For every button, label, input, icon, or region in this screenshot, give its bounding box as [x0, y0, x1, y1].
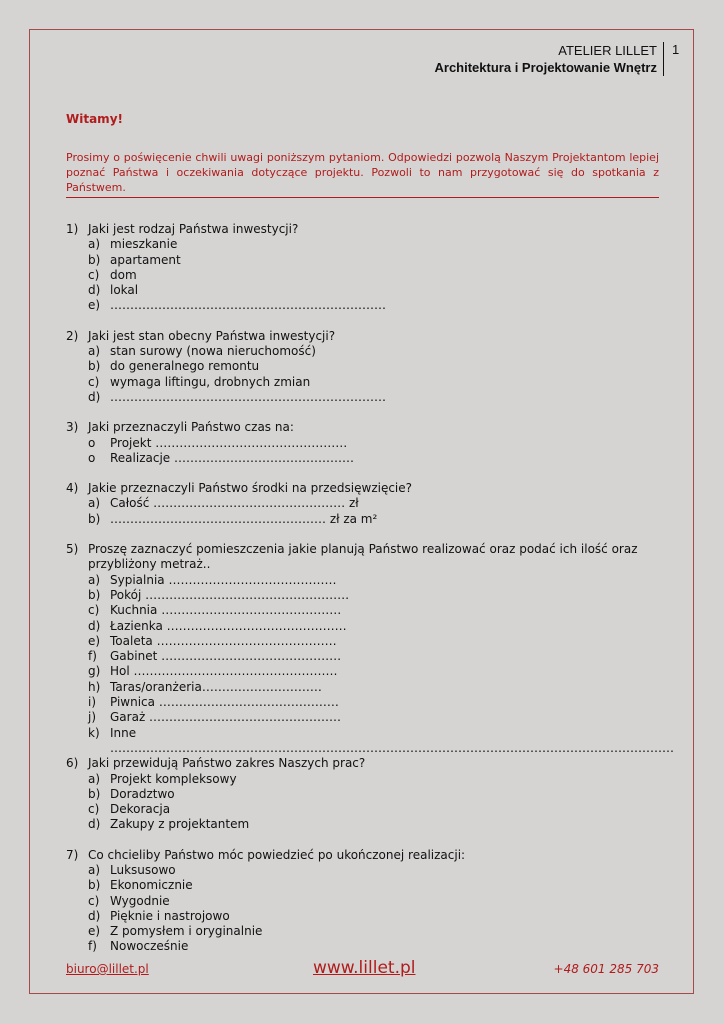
option-marker: d) — [88, 283, 101, 298]
option-marker: d) — [88, 908, 101, 923]
option-text: Zakupy z projektantem — [110, 817, 250, 832]
question-title — [66, 542, 659, 573]
option-marker: b) — [88, 511, 101, 526]
answer-option[interactable] — [66, 237, 659, 252]
question-title — [66, 222, 659, 237]
answer-option[interactable] — [66, 649, 659, 664]
question-5 — [66, 542, 674, 756]
answer-option[interactable] — [66, 878, 659, 893]
option-marker: a) — [88, 572, 101, 587]
answer-option[interactable] — [66, 283, 659, 298]
option-marker: f) — [88, 649, 97, 664]
option-text: Pięknie i nastrojowo — [110, 908, 230, 923]
option-marker: a) — [88, 496, 101, 511]
option-text: Nowocześnie — [110, 939, 189, 954]
answer-option[interactable] — [66, 894, 659, 909]
website-link[interactable]: www.lillet.pl — [313, 958, 416, 978]
option-marker: e) — [88, 924, 101, 939]
question-text: Jakie przeznaczyli Państwo środki na przedsięwzięcie? — [88, 481, 413, 496]
option-marker: h) — [88, 679, 101, 694]
answer-option[interactable] — [66, 924, 659, 939]
option-text: Całość ………………………………………… zł — [110, 496, 359, 511]
question-text: Jaki przeznaczyli Państwo czas na: — [88, 420, 294, 435]
option-marker: e) — [88, 633, 101, 648]
answer-option[interactable] — [66, 375, 659, 390]
intro-paragraph: Prosimy o poświęcenie chwili uwagi poniższym pytaniom. Odpowiedzi pozwolą Naszym Projektantom lepiej poznać Państwa i oczekiwania dotyczące projektu. Pozwoli to nam przygotować się do spotkania z Państwem. — [66, 150, 659, 198]
question-3 — [66, 420, 659, 466]
option-text: mieszkanie — [110, 237, 178, 252]
answer-option[interactable] — [66, 802, 659, 817]
answer-option[interactable] — [66, 817, 659, 832]
option-text: Dekoracja — [110, 802, 171, 817]
option-marker: c) — [88, 374, 100, 389]
question-7 — [66, 848, 659, 955]
option-marker: c) — [88, 603, 100, 618]
option-marker: o — [88, 450, 96, 465]
answer-option[interactable] — [66, 344, 659, 359]
email-link[interactable]: biuro@lillet.pl — [66, 962, 149, 976]
answer-option[interactable] — [66, 695, 659, 710]
question-text: Jaki jest stan obecny Państwa inwestycji? — [88, 328, 336, 343]
answer-option[interactable] — [66, 253, 659, 268]
option-marker: b) — [88, 359, 101, 374]
option-marker: k) — [88, 725, 100, 740]
answer-option[interactable] — [66, 451, 659, 466]
answer-option[interactable] — [66, 603, 659, 618]
option-text: Garaż ………………………………………… — [110, 710, 342, 725]
answer-option[interactable] — [66, 725, 674, 757]
answer-option[interactable] — [66, 710, 659, 725]
question-number: 7) — [66, 847, 79, 862]
question-1 — [66, 222, 659, 314]
option-text: ……………………………………………… zł za m² — [110, 511, 378, 526]
option-text: stan surowy (nowa nieruchomość) — [110, 344, 316, 359]
answer-option[interactable] — [66, 909, 659, 924]
option-marker: d) — [88, 817, 101, 832]
option-marker: o — [88, 435, 96, 450]
option-text: Inne …………………………………………………………………………………………………………………………… — [110, 725, 674, 755]
option-text: Projekt kompleksowy — [110, 771, 237, 786]
option-marker: j) — [88, 710, 97, 725]
option-text: …………………………………………………………… — [110, 389, 386, 404]
studio-name: ATELIER LILLET — [558, 43, 657, 58]
option-text: Projekt ………………………………………… — [110, 435, 348, 450]
question-text: Jaki jest rodzaj Państwa inwestycji? — [88, 222, 299, 236]
phone-number: +48 601 285 703 — [553, 962, 659, 976]
question-text: Jaki przewidują Państwo zakres Naszych prac? — [88, 756, 366, 771]
option-marker: a) — [88, 771, 101, 786]
option-marker: c) — [88, 893, 100, 908]
answer-option[interactable] — [66, 436, 659, 451]
option-text: Doradztwo — [110, 786, 175, 801]
option-marker: b) — [88, 786, 101, 801]
option-text: Kuchnia ……………………………………… — [110, 603, 342, 618]
option-marker: f) — [88, 939, 97, 954]
answer-option[interactable] — [66, 787, 659, 802]
question-number: 6) — [66, 756, 79, 771]
answer-option[interactable] — [66, 390, 659, 405]
option-marker: c) — [88, 267, 100, 282]
question-number: 1) — [66, 222, 79, 236]
question-list — [66, 222, 674, 955]
questionnaire — [66, 112, 674, 970]
question-number: 3) — [66, 420, 79, 435]
option-marker: b) — [88, 252, 101, 267]
option-text: Gabinet ……………………………………… — [110, 649, 342, 664]
option-text: Taras/oranżeria………………………… — [110, 679, 322, 694]
option-text: Z pomysłem i oryginalnie — [110, 924, 263, 939]
option-marker: d) — [88, 618, 101, 633]
question-title — [66, 420, 659, 435]
option-text: Wygodnie — [110, 893, 170, 908]
question-number: 2) — [66, 328, 79, 343]
option-text: Piwnica ……………………………………… — [110, 695, 339, 710]
answer-option[interactable] — [66, 863, 659, 878]
option-text: dom — [110, 267, 137, 282]
option-text: …………………………………………………………… — [110, 298, 386, 313]
answer-option[interactable] — [66, 619, 659, 634]
welcome-heading: Witamy! — [66, 112, 123, 126]
answer-option[interactable] — [66, 634, 659, 649]
document-footer — [66, 958, 659, 980]
question-6 — [66, 756, 659, 832]
answer-option[interactable] — [66, 939, 659, 954]
option-text: wymaga liftingu, drobnych zmian — [110, 374, 311, 389]
option-text: Łazienka ……………………………………… — [110, 618, 347, 633]
option-marker: d) — [88, 389, 101, 404]
option-marker: i) — [88, 695, 97, 710]
answer-option[interactable] — [66, 772, 659, 787]
question-number: 5) — [66, 542, 79, 557]
option-marker: c) — [88, 802, 100, 817]
answer-option[interactable] — [66, 298, 659, 313]
question-2 — [66, 329, 659, 405]
option-text: Realizacje ……………………………………… — [110, 450, 354, 465]
option-marker: b) — [88, 878, 101, 893]
option-marker: a) — [88, 344, 101, 359]
answer-option[interactable] — [66, 588, 659, 603]
option-text: Hol …………………………………………… — [110, 664, 338, 679]
question-text: Co chcieliby Państwo móc powiedzieć po ukończonej realizacji: — [88, 847, 466, 862]
option-text: Luksusowo — [110, 862, 176, 877]
answer-option[interactable] — [66, 359, 659, 374]
option-marker: e) — [88, 298, 101, 313]
option-text: lokal — [110, 283, 139, 298]
question-title — [66, 329, 659, 344]
page-number: 1 — [672, 42, 680, 57]
option-text: apartament — [110, 252, 181, 267]
answer-option[interactable] — [66, 664, 659, 679]
question-text: Proszę zaznaczyć pomieszczenia jakie planują Państwo realizować oraz podać ich ilość oraz przybliżony metraż.. — [88, 542, 638, 572]
option-text: Sypialnia …………………………………… — [110, 572, 337, 587]
option-text: Pokój …………………………………………… — [110, 587, 350, 602]
answer-option[interactable] — [66, 512, 659, 527]
option-marker: g) — [88, 664, 101, 679]
question-4 — [66, 481, 659, 527]
answer-option[interactable] — [66, 573, 659, 588]
studio-subtitle: Architektura i Projektowanie Wnętrz — [434, 60, 657, 75]
question-title — [66, 848, 659, 863]
question-number: 4) — [66, 481, 79, 496]
document-header — [435, 42, 665, 76]
option-marker: a) — [88, 862, 101, 877]
question-title — [66, 756, 659, 771]
question-title — [66, 481, 659, 496]
answer-option[interactable] — [66, 680, 659, 695]
option-marker: a) — [88, 237, 101, 252]
answer-option[interactable] — [66, 268, 659, 283]
answer-option[interactable] — [66, 496, 659, 511]
option-text: Ekonomicznie — [110, 878, 193, 893]
option-marker: b) — [88, 587, 101, 602]
option-text: Toaleta ……………………………………… — [110, 633, 337, 648]
option-text: do generalnego remontu — [110, 359, 260, 374]
